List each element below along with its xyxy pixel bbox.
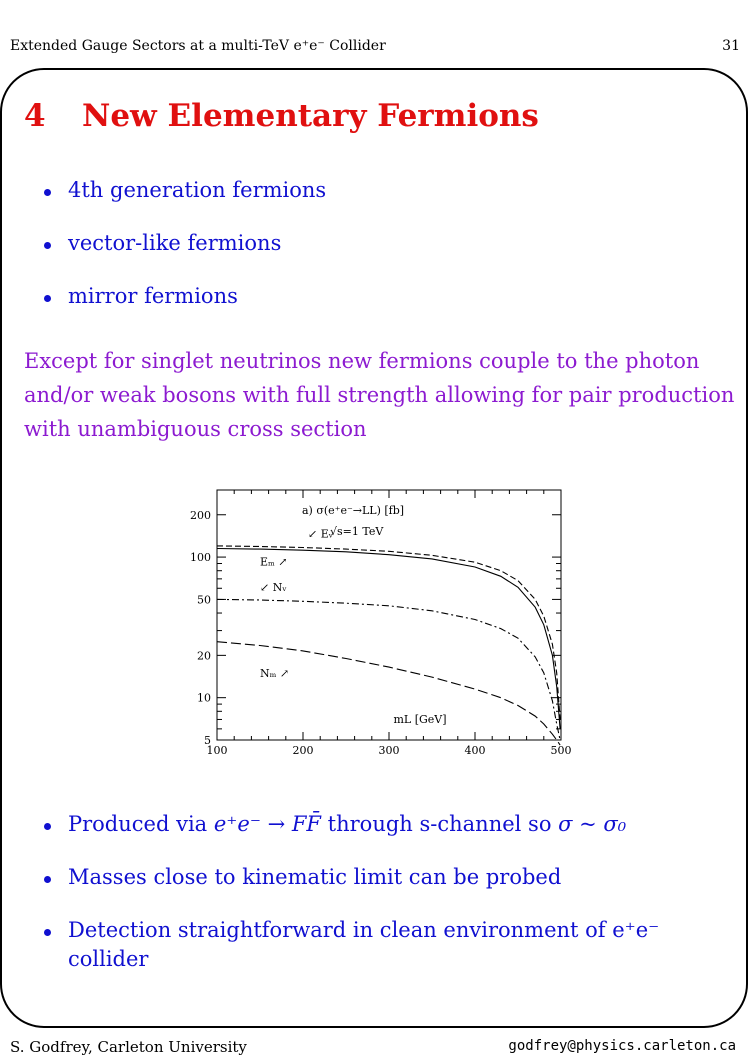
y-tick-label: 5 <box>204 734 211 747</box>
section-title <box>24 98 539 134</box>
series-line-n-m <box>217 642 560 745</box>
series-annotation: Eₘ ↗ <box>260 555 288 569</box>
paragraph-line: with unambiguous cross section <box>24 417 367 441</box>
cross-section-chart <box>180 484 580 778</box>
page-number: 31 <box>722 38 740 54</box>
formula: σ ~ σ₀ <box>558 812 627 836</box>
formula: e⁺e⁻ → FF̄ <box>213 812 321 836</box>
chart-svg <box>180 484 580 774</box>
description-paragraph <box>24 344 736 446</box>
bullet-dot-icon <box>44 876 51 883</box>
chart-title: a) σ(e⁺e⁻→LL) [fb] <box>302 504 405 517</box>
bullet-dot-icon <box>44 295 51 302</box>
y-tick-label: 50 <box>197 593 211 607</box>
x-tick-label: 200 <box>292 744 314 757</box>
bullet-dot-icon <box>44 823 51 830</box>
paragraph-line: and/or weak bosons with full strength allowing for pair production <box>24 383 735 407</box>
bullet-dot-icon <box>44 929 51 936</box>
x-tick-label: 400 <box>464 744 486 757</box>
series-annotation: Nₘ ↗ <box>260 667 290 681</box>
x-tick-label: 100 <box>206 744 228 757</box>
paragraph-line: Except for singlet neutrinos new fermions couple to the photon <box>24 349 700 373</box>
series-annotation: ↙ Nᵥ <box>260 581 287 595</box>
y-tick-label: 100 <box>190 551 211 565</box>
section-number: 4 <box>24 98 46 134</box>
chart-subtitle: √s=1 TeV <box>330 525 384 538</box>
footer-email[interactable]: godfrey@physics.carleton.ca <box>508 1038 736 1054</box>
y-tick-label: 20 <box>197 649 211 663</box>
series-annotation: ↙ Eᵥ <box>308 527 333 541</box>
y-tick-label: 10 <box>197 691 211 705</box>
header-title: Extended Gauge Sectors at a multi-TeV e⁺e⁻ Collider <box>10 38 386 54</box>
section-title-text: New Elementary Fermions <box>82 98 539 134</box>
footer-author: S. Godfrey, Carleton University <box>10 1038 247 1056</box>
y-tick-label: 200 <box>190 508 211 522</box>
bullet-dot-icon <box>44 189 51 196</box>
bullet-dot-icon <box>44 242 51 249</box>
x-tick-label: 300 <box>378 744 400 757</box>
plot-frame <box>217 490 561 740</box>
page-header <box>10 38 740 58</box>
x-tick-label: 500 <box>550 744 572 757</box>
x-axis-label: mL [GeV] <box>393 713 447 726</box>
